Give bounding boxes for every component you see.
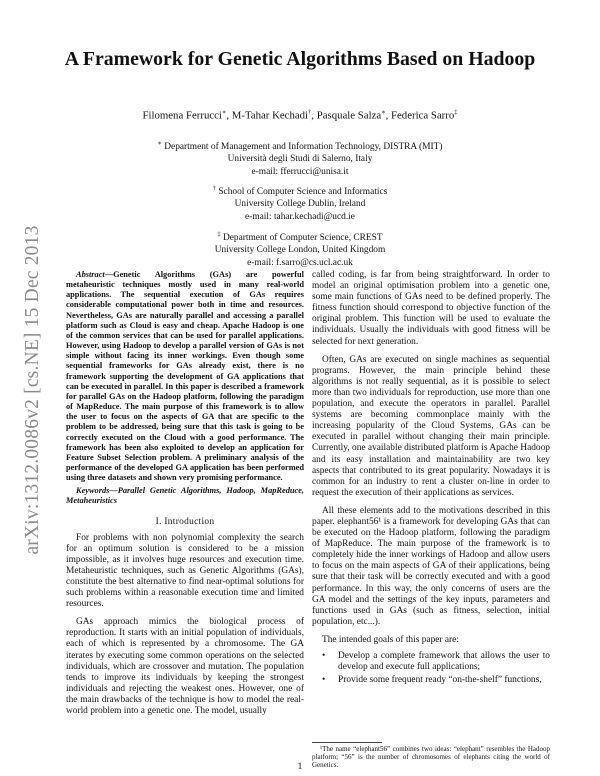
paragraph: All these elements add to the motivations described in this paper. elephant56¹ is a framework for developing GAs that can be executed on the Hadoop platform, following the paradigm of MapReduce. The main purpose of the framework is to completely hide the inner workings of Hadoop and allow users to focus on the main aspects of GA of their applications, being sure that their task will be correctly executed and with a good performance. In this way, the only concerns of users are the GA model and the settings of the key inputs, parameters and functions used in GAs (such as fitness, selection, initial population, etc...).	[312, 505, 550, 627]
paragraph: called coding, is far from being straightforward. In order to model an original optimisation problem into a genetic one, some main functions of GAs need to be defined properly. The fitness function should correspond to objective function of the original problem. This function will be used to evaluate the individuals. Usually the individuals with good fitness will be selected for next generation.	[312, 270, 550, 347]
bullet-icon: •	[322, 675, 326, 686]
author-2-mark: †	[308, 109, 312, 116]
footnote-divider	[312, 742, 382, 743]
affiliation-dept: Department of Management and Information Technology, DISTRA (MIT)	[164, 142, 443, 153]
affiliation-email: e-mail: tahar.kechadi@ucd.ie	[245, 211, 355, 222]
paper-title: A Framework for Genetic Algorithms Based on Hadoop	[64, 48, 536, 70]
abstract-text: —Genetic Algorithms (GAs) are powerful metaheuristic techniques mostly used in many real-world applications. The sequential execution of GAs requires considerable computational power both in time and resources. Nevertheless, GAs are naturally parallel and accessing a parallel platform such as Cloud is easy and cheap. Apache Hadoop is one of the common services that can be used for parallel applications. However, using Hadoop to develop a parallel version of GAs is not simple without facing its inner workings. Even though some sequential frameworks for GAs already exist, there is no framework supporting the development of GA applications that can be executed in parallel. In this paper is described a framework for parallel GAs on the Hadoop platform, following the paradigm of MapReduce. The main purpose of this framework is to allow the user to focus on the aspects of GA that are specific to the problem to be addressed, being sure that this task is going to be correctly executed on the Cloud with a good performance. The framework has been also exploited to develop an application for Feature Subset Selection problem. A preliminary analysis of the performance of the developed GA application has been performed using three datasets and shown very promising performance.	[66, 270, 304, 483]
footnote: ¹The name “elephant56” combines two ideas: “elephant” resembles the Hadoop platform; “56” is the number of chromosomes of elephants citing the world of Genetics.	[312, 745, 550, 770]
author-3-mark: ∗	[381, 109, 386, 116]
list-item: • Provide some frequent ready “on-the-shelf” functions,	[322, 675, 542, 686]
affiliation-email: e-mail: fferrucci@unisa.it	[251, 166, 349, 177]
affiliation-dublin	[0, 183, 600, 223]
affiliation-email: e-mail: f.sarro@cs.ucl.ac.uk	[247, 257, 353, 268]
keywords	[66, 486, 304, 506]
list-item: • Develop a complete framework that allows the user to develop and execute full applications;	[322, 651, 550, 673]
author-1-mark: ∗	[221, 109, 227, 116]
affiliation-mark: ‡	[217, 231, 221, 238]
goals-list	[312, 651, 550, 686]
section-heading-introduction: I. Introduction	[155, 516, 215, 527]
arxiv-id-text: arXiv:1312.0086v2 [cs.NE] 15 Dec 2013	[22, 225, 43, 555]
left-column	[66, 270, 304, 717]
abstract	[66, 270, 304, 483]
paragraph: For problems with non polynomial complexity the search for an optimum solution is considered to be a mission impossible, as it involves huge resources and execution time. Metaheuristic techniques, such as Genetic Algorithms (GAs), constitute the best alternative to find near-optimal solutions for such problems within a reasonable execution time and limited resources.	[66, 532, 304, 610]
paragraph: The intended goals of this paper are:	[322, 634, 459, 645]
affiliation-london	[0, 229, 600, 269]
author-3: Pasquale Salza	[316, 109, 382, 122]
affiliation-university: Università degli Studi di Salerno, Italy	[227, 154, 373, 165]
author-1: Filomena Ferrucci	[142, 109, 222, 122]
affiliation-dept: Department of Computer Science, CREST	[222, 233, 383, 244]
page-number: 1	[297, 762, 303, 772]
paragraph: GAs approach mimics the biological process of reproduction. It starts with an initial population of individuals, each of which is represented by a chromosome. The GA iterates by executing some common operations on the selected individuals, which are crossover and mutation. The population tends to improve its individuals by keeping the strongest individuals and rejecting the weakest ones. However, one of the main drawbacks of the technique is how to model the real-world problem into a genetic one. The model, usually	[66, 617, 304, 716]
affiliation-mark: ∗	[157, 140, 162, 147]
affiliation-mark: †	[212, 185, 216, 192]
author-4: Federica Sarro	[391, 109, 455, 122]
paragraph: Often, GAs are executed on single machines as sequential programs. However, the main principle behind these algorithms is not really sequential, as it is possible to select more than two individuals for reproduction, use more than one population, and execute the operators in parallel. Parallel systems are becoming commonplace mainly with the increasing popularity of the Cloud Systems, GAs can be executed in parallel without changing their main principle. Currently, one available distributed platform is Apache Hadoop and its easy installation and maintainability are two key aspects that contributed to its great popularity. Nowadays it is common for an industry to rent a cluster on-line in order to request the execution of their applications as services.	[312, 354, 550, 498]
affiliation-university: University College London, United Kingdom	[214, 245, 386, 256]
abstract-label: Abstract	[76, 270, 105, 279]
author-list: Filomena Ferrucci∗, M-Tahar Kechadi†, Pasquale Salza∗, Federica Sarro‡	[142, 109, 458, 122]
keywords-label: Keywords	[76, 486, 110, 496]
affiliation-dept: School of Computer Science and Informatics	[218, 187, 388, 198]
keywords-text: —Parallel Genetic Algorithms, Hadoop, MapReduce, Metaheuristics	[66, 486, 304, 506]
author-2: M-Tahar Kechadi	[231, 109, 309, 122]
right-column	[312, 270, 550, 688]
affiliation-university: University College Dublin, Ireland	[234, 199, 366, 210]
affiliation-salerno	[0, 138, 600, 178]
bullet-icon: •	[322, 651, 326, 661]
author-4-mark: ‡	[454, 109, 458, 116]
